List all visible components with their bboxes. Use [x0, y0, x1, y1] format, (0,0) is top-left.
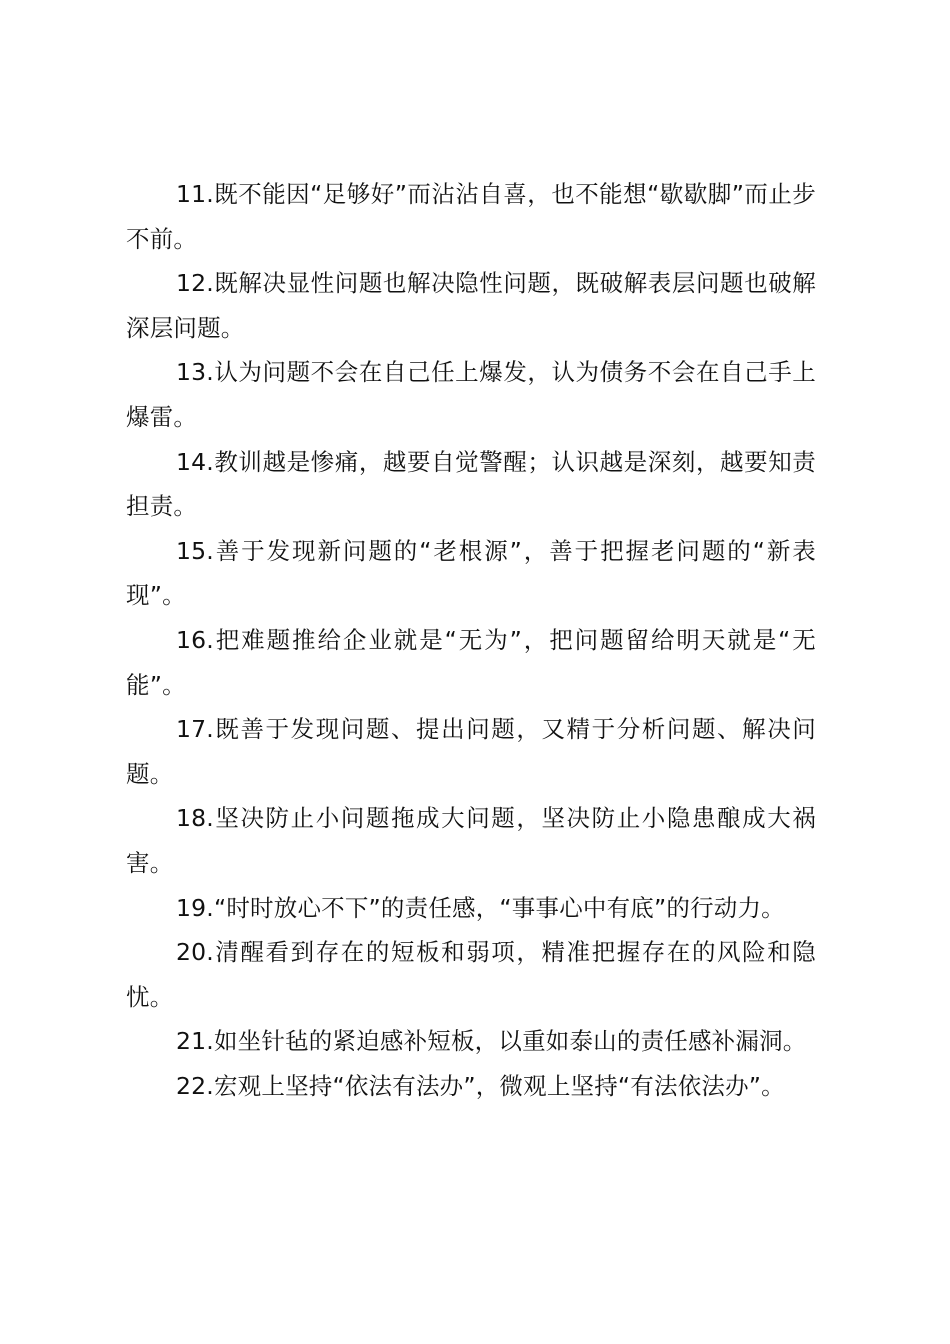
paragraph-17: 17.既善于发现问题、提出问题，又精于分析问题、解决问题。 [126, 715, 816, 788]
paragraph-21: 21.如坐针毡的紧迫感补短板，以重如泰山的责任感补漏洞。 [176, 1027, 807, 1056]
paragraph-14: 14.教训越是惨痛，越要自觉警醒；认识越是深刻，越要知责担责。 [126, 447, 816, 521]
paragraph-11: 11.既不能因“足够好”而沾沾自喜，也不能想“歇歇脚”而止步不前。 [126, 180, 816, 253]
paragraph-20: 20.清醒看到存在的短板和弱项，精准把握存在的风险和隐忧。 [126, 938, 816, 1011]
paragraph-18: 18.坚决防止小问题拖成大问题，坚决防止小隐患酿成大祸害。 [126, 804, 816, 877]
paragraph-12: 12.既解决显性问题也解决隐性问题，既破解表层问题也破解深层问题。 [126, 269, 816, 342]
paragraph-22: 22.宏观上坚持“依法有法办”，微观上坚持“有法依法办”。 [176, 1071, 785, 1100]
document-body [126, 172, 816, 1108]
paragraph-19: 19.“时时放心不下”的责任感，“事事心中有底”的行动力。 [176, 893, 785, 922]
paragraph-13: 13.认为问题不会在自己任上爆发，认为债务不会在自己手上爆雷。 [126, 358, 816, 431]
paragraph-16: 16.把难题推给企业就是“无为”，把问题留给明天就是“无能”。 [126, 625, 816, 699]
paragraph-15: 15.善于发现新问题的“老根源”，善于把握老问题的“新表现”。 [126, 536, 816, 610]
